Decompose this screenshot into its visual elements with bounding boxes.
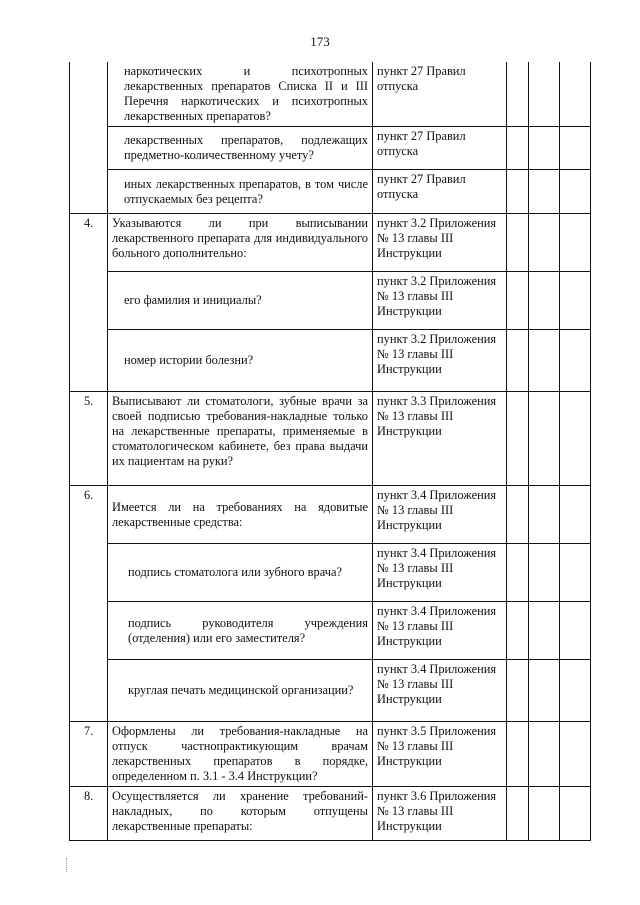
row-number: 6.	[70, 486, 108, 544]
table-row	[70, 330, 591, 392]
answer-cell	[507, 170, 529, 214]
question-cell: номер истории болезни?	[108, 330, 373, 392]
question-cell: наркотических и психотропных лекарственных препаратов Списка II и III Перечня наркотических и психотропных лекарственных препаратов?	[108, 62, 373, 127]
question-cell: Имеется ли на требованиях на ядовитые лекарственные средства:	[108, 486, 373, 544]
answer-cell	[507, 62, 529, 127]
answer-cell	[529, 170, 560, 214]
answer-cell	[529, 272, 560, 330]
answer-cell	[529, 602, 560, 660]
question-cell: Осуществляется ли хранение требований-накладных, по которым отпущены лекарственные препараты:	[108, 787, 373, 841]
table-row	[70, 392, 591, 486]
question-cell: Выписывают ли стоматологи, зубные врачи за своей подписью требования-накладные только на лекарственные препараты, применяемые в стоматологическом кабинете, без права выдачи их пациентам на руки?	[108, 392, 373, 486]
row-number: 8.	[70, 787, 108, 841]
basis-cell: пункт 3.4 Приложения № 13 главы III Инструкции	[373, 544, 507, 602]
answer-cell	[529, 486, 560, 544]
table-row	[70, 602, 591, 660]
answer-cell	[560, 170, 591, 214]
row-number: 4.	[70, 214, 108, 272]
answer-cell	[507, 272, 529, 330]
row-number: 5.	[70, 392, 108, 486]
answer-cell	[529, 62, 560, 127]
row-number	[70, 272, 108, 330]
checklist-table	[69, 62, 591, 841]
answer-cell	[507, 330, 529, 392]
basis-cell: пункт 3.2 Приложения № 13 главы III Инструкции	[373, 214, 507, 272]
answer-cell	[560, 722, 591, 787]
table-row	[70, 214, 591, 272]
question-cell: Оформлены ли требования-накладные на отпуск частнопрактикующим врачам лекарственных препаратов в порядке, определенном п. 3.1 - 3.4 Инструкции?	[108, 722, 373, 787]
answer-cell	[507, 787, 529, 841]
row-number	[70, 330, 108, 392]
answer-cell	[507, 214, 529, 272]
table-row	[70, 127, 591, 170]
answer-cell	[560, 602, 591, 660]
table-row	[70, 272, 591, 330]
answer-cell	[560, 272, 591, 330]
table-row	[70, 62, 591, 127]
answer-cell	[507, 602, 529, 660]
answer-cell	[529, 214, 560, 272]
question-cell: иных лекарственных препаратов, в том числе отпускаемых без рецепта?	[108, 170, 373, 214]
answer-cell	[529, 127, 560, 170]
row-number	[70, 170, 108, 214]
answer-cell	[507, 486, 529, 544]
answer-cell	[560, 787, 591, 841]
answer-cell	[529, 660, 560, 722]
answer-cell	[529, 392, 560, 486]
basis-cell: пункт 3.2 Приложения № 13 главы III Инструкции	[373, 272, 507, 330]
answer-cell	[529, 330, 560, 392]
answer-cell	[560, 660, 591, 722]
row-number	[70, 62, 108, 127]
table-row	[70, 787, 591, 841]
page-number: 173	[310, 34, 330, 49]
table-row	[70, 544, 591, 602]
table-row	[70, 170, 591, 214]
answer-cell	[560, 330, 591, 392]
question-cell: лекарственных препаратов, подлежащих предметно-количественному учету?	[108, 127, 373, 170]
basis-cell: пункт 3.5 Приложения № 13 главы III Инструкции	[373, 722, 507, 787]
basis-cell: пункт 3.6 Приложения № 13 главы III Инструкции	[373, 787, 507, 841]
answer-cell	[507, 660, 529, 722]
basis-cell: пункт 3.4 Приложения № 13 главы III Инструкции	[373, 486, 507, 544]
answer-cell	[560, 544, 591, 602]
row-number: 7.	[70, 722, 108, 787]
basis-cell: пункт 3.4 Приложения № 13 главы III Инструкции	[373, 660, 507, 722]
table-row	[70, 660, 591, 722]
question-cell: подпись руководителя учреждения (отделения) или его заместителя?	[108, 602, 373, 660]
question-cell: круглая печать медицинской организации?	[108, 660, 373, 722]
row-number	[70, 544, 108, 602]
basis-cell: пункт 3.4 Приложения № 13 главы III Инструкции	[373, 602, 507, 660]
answer-cell	[560, 214, 591, 272]
row-number	[70, 127, 108, 170]
row-number	[70, 602, 108, 660]
basis-cell: пункт 3.2 Приложения № 13 главы III Инструкции	[373, 330, 507, 392]
scan-artifact	[66, 858, 69, 872]
basis-cell: пункт 27 Правил отпуска	[373, 127, 507, 170]
answer-cell	[560, 127, 591, 170]
row-number	[70, 660, 108, 722]
answer-cell	[529, 787, 560, 841]
answer-cell	[560, 486, 591, 544]
basis-cell: пункт 27 Правил отпуска	[373, 62, 507, 127]
basis-cell: пункт 27 Правил отпуска	[373, 170, 507, 214]
answer-cell	[560, 62, 591, 127]
answer-cell	[529, 722, 560, 787]
answer-cell	[560, 392, 591, 486]
answer-cell	[507, 722, 529, 787]
basis-cell: пункт 3.3 Приложения № 13 главы III Инструкции	[373, 392, 507, 486]
answer-cell	[507, 544, 529, 602]
question-cell: Указываются ли при выписывании лекарственного препарата для индивидуального больного дополнительно:	[108, 214, 373, 272]
table-row	[70, 722, 591, 787]
question-cell: подпись стоматолога или зубного врача?	[108, 544, 373, 602]
table-row	[70, 486, 591, 544]
question-cell: его фамилия и инициалы?	[108, 272, 373, 330]
answer-cell	[507, 127, 529, 170]
answer-cell	[529, 544, 560, 602]
answer-cell	[507, 392, 529, 486]
